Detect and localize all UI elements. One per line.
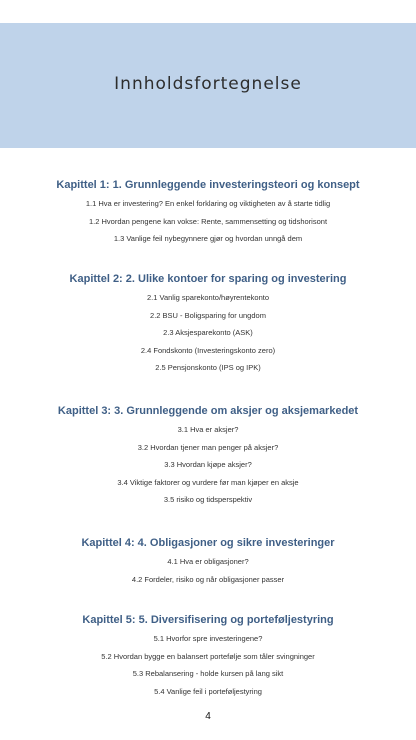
chapter-3: [0, 404, 416, 513]
toc-item[interactable]: 1.2 Hvordan pengene kan vokse: Rente, sammensetting og tidshorisont: [88, 216, 328, 226]
toc-item[interactable]: 3.1 Hva er aksjer?: [177, 425, 239, 434]
chapter-heading[interactable]: Kapittel 3: 3. Grunnleggende om aksjer og aksjemarkedet: [57, 405, 359, 417]
page-title: Innholdsfortegnelse: [114, 74, 302, 94]
toc-item[interactable]: 5.4 Vanlige feil i porteføljestyring: [154, 686, 262, 696]
toc-item[interactable]: 4.1 Hva er obligasjoner?: [167, 557, 249, 566]
toc-item[interactable]: 4.2 Fordeler, risiko og når obligasjoner passer: [131, 574, 285, 584]
toc-item[interactable]: 5.1 Hvorfor spre investeringene?: [153, 634, 263, 643]
chapter-heading[interactable]: Kapittel 5: 5. Diversifisering og porteføljestyring: [82, 614, 334, 626]
toc-item[interactable]: 2.5 Pensjonskonto (IPS og IPK): [155, 363, 261, 372]
toc-item[interactable]: 3.2 Hvordan tjener man penger på aksjer?: [137, 442, 279, 452]
chapter-heading[interactable]: Kapittel 4: 4. Obligasjoner og sikre investeringer: [81, 537, 335, 549]
toc-item[interactable]: 1.1 Hva er investering? En enkel forklaring og viktigheten av å starte tidlig: [85, 199, 331, 208]
chapter-5: [0, 613, 416, 704]
chapter-4: [0, 536, 416, 592]
toc-item[interactable]: 3.3 Hvordan kjøpe aksjer?: [164, 460, 252, 469]
toc-item[interactable]: 2.3 Aksjesparekonto (ASK): [163, 328, 253, 337]
chapter-heading[interactable]: Kapittel 2: 2. Ulike kontoer for sparing og investering: [69, 273, 347, 285]
toc-item[interactable]: 3.4 Viktige faktorer og vurdere før man kjøper en aksje: [117, 477, 299, 487]
toc-item[interactable]: 1.3 Vanlige feil nybegynnere gjør og hvordan unngå dem: [113, 234, 303, 243]
toc-item[interactable]: 5.2 Hvordan bygge en balansert portefølje som tåler svingninger: [101, 651, 315, 661]
chapter-1: [0, 178, 416, 252]
toc-item[interactable]: 2.4 Fondskonto (Investeringskonto zero): [140, 345, 276, 355]
toc-item[interactable]: 5.3 Rebalansering - holde kursen på lang sikt: [132, 669, 284, 678]
chapter-2: [0, 272, 416, 381]
toc-item[interactable]: 3.5 risiko og tidsperspektiv: [163, 495, 253, 504]
chapter-heading[interactable]: Kapittel 1: 1. Grunnleggende investeringsteori og konsept: [56, 179, 360, 191]
toc-item[interactable]: 2.2 BSU - Boligsparing for ungdom: [150, 310, 266, 320]
page-number: 4: [205, 711, 211, 722]
toc-item[interactable]: 2.1 Vanlig sparekonto/høyrentekonto: [146, 293, 270, 302]
